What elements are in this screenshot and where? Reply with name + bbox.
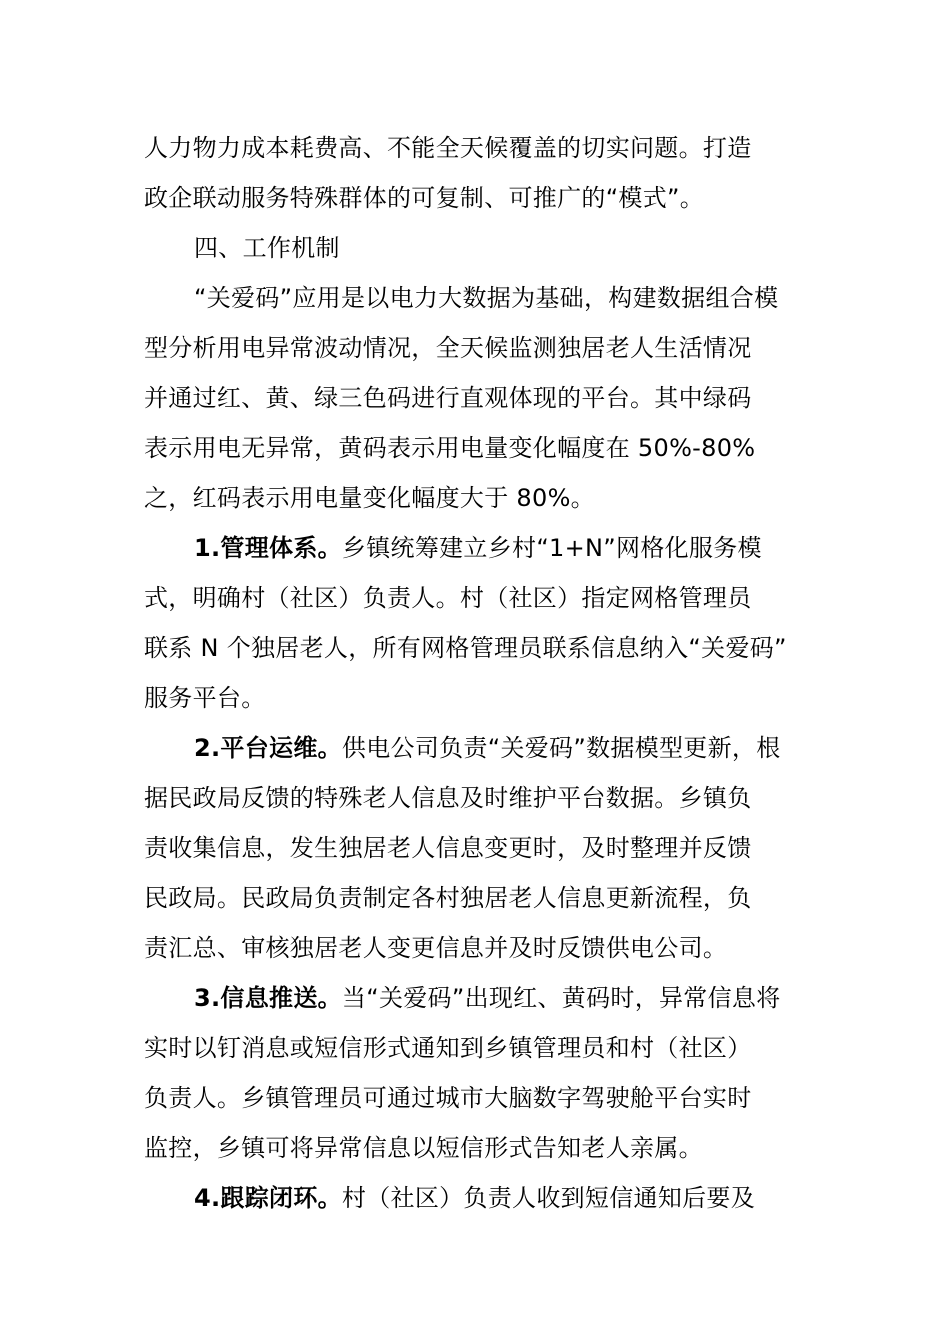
item-first-line [194,983,781,1013]
paragraph-line: 政企联动服务特殊群体的可复制、可推广的“模式”。 [144,184,705,212]
item-text: 村（社区）负责人收到短信通知后要及 [341,1184,756,1212]
item-heading: 1.管理体系。 [194,534,342,562]
paragraph-line: 人力物力成本耗费高、不能全天候覆盖的切实问题。打造 [144,134,752,162]
section-heading: 四、工作机制 [194,234,340,262]
paragraph-line: 负责人。乡镇管理员可通过城市大脑数字驾驶舱平台实时 [144,1084,752,1112]
paragraph-line: 联系 N 个独居老人，所有网格管理员联系信息纳入“关爱码” [144,634,787,662]
paragraph-line: 民政局。民政局负责制定各村独居老人信息更新流程，负 [144,884,752,912]
paragraph-line: 式，明确村（社区）负责人。村（社区）指定网格管理员 [144,584,752,612]
item-heading: 2.平台运维。 [194,734,342,762]
item-first-line [194,733,781,763]
paragraph-line: 据民政局反馈的特殊老人信息及时维护平台数据。乡镇负 [144,784,752,812]
paragraph-line: 表示用电无异常，黄码表示用电量变化幅度在 50%-80% [144,434,756,462]
item-first-line [194,1183,755,1213]
item-text: 乡镇统筹建立乡村“1+N”网格化服务模 [341,534,762,562]
item-heading: 4.跟踪闭环。 [194,1184,342,1212]
item-first-line [194,533,762,563]
paragraph-line: 之，红码表示用电量变化幅度大于 80%。 [144,484,595,512]
paragraph-line: 责收集信息，发生独居老人信息变更时，及时整理并反馈 [144,834,752,862]
item-text: 当“关爱码”出现红、黄码时，异常信息将 [341,984,781,1012]
item-heading: 3.信息推送。 [194,984,342,1012]
paragraph-line: 并通过红、黄、绿三色码进行直观体现的平台。其中绿码 [144,384,752,412]
paragraph-line: 责汇总、审核独居老人变更信息并及时反馈供电公司。 [144,934,728,962]
paragraph-line: 监控，乡镇可将异常信息以短信形式告知老人亲属。 [144,1134,703,1162]
paragraph-line: “关爱码”应用是以电力大数据为基础，构建数据组合模 [194,284,779,312]
paragraph-line: 服务平台。 [144,684,266,712]
item-text: 供电公司负责“关爱码”数据模型更新，根 [341,734,781,762]
paragraph-line: 型分析用电异常波动情况，全天候监测独居老人生活情况 [144,334,752,362]
paragraph-line: 实时以钉消息或短信形式通知到乡镇管理员和村（社区） [144,1034,752,1062]
